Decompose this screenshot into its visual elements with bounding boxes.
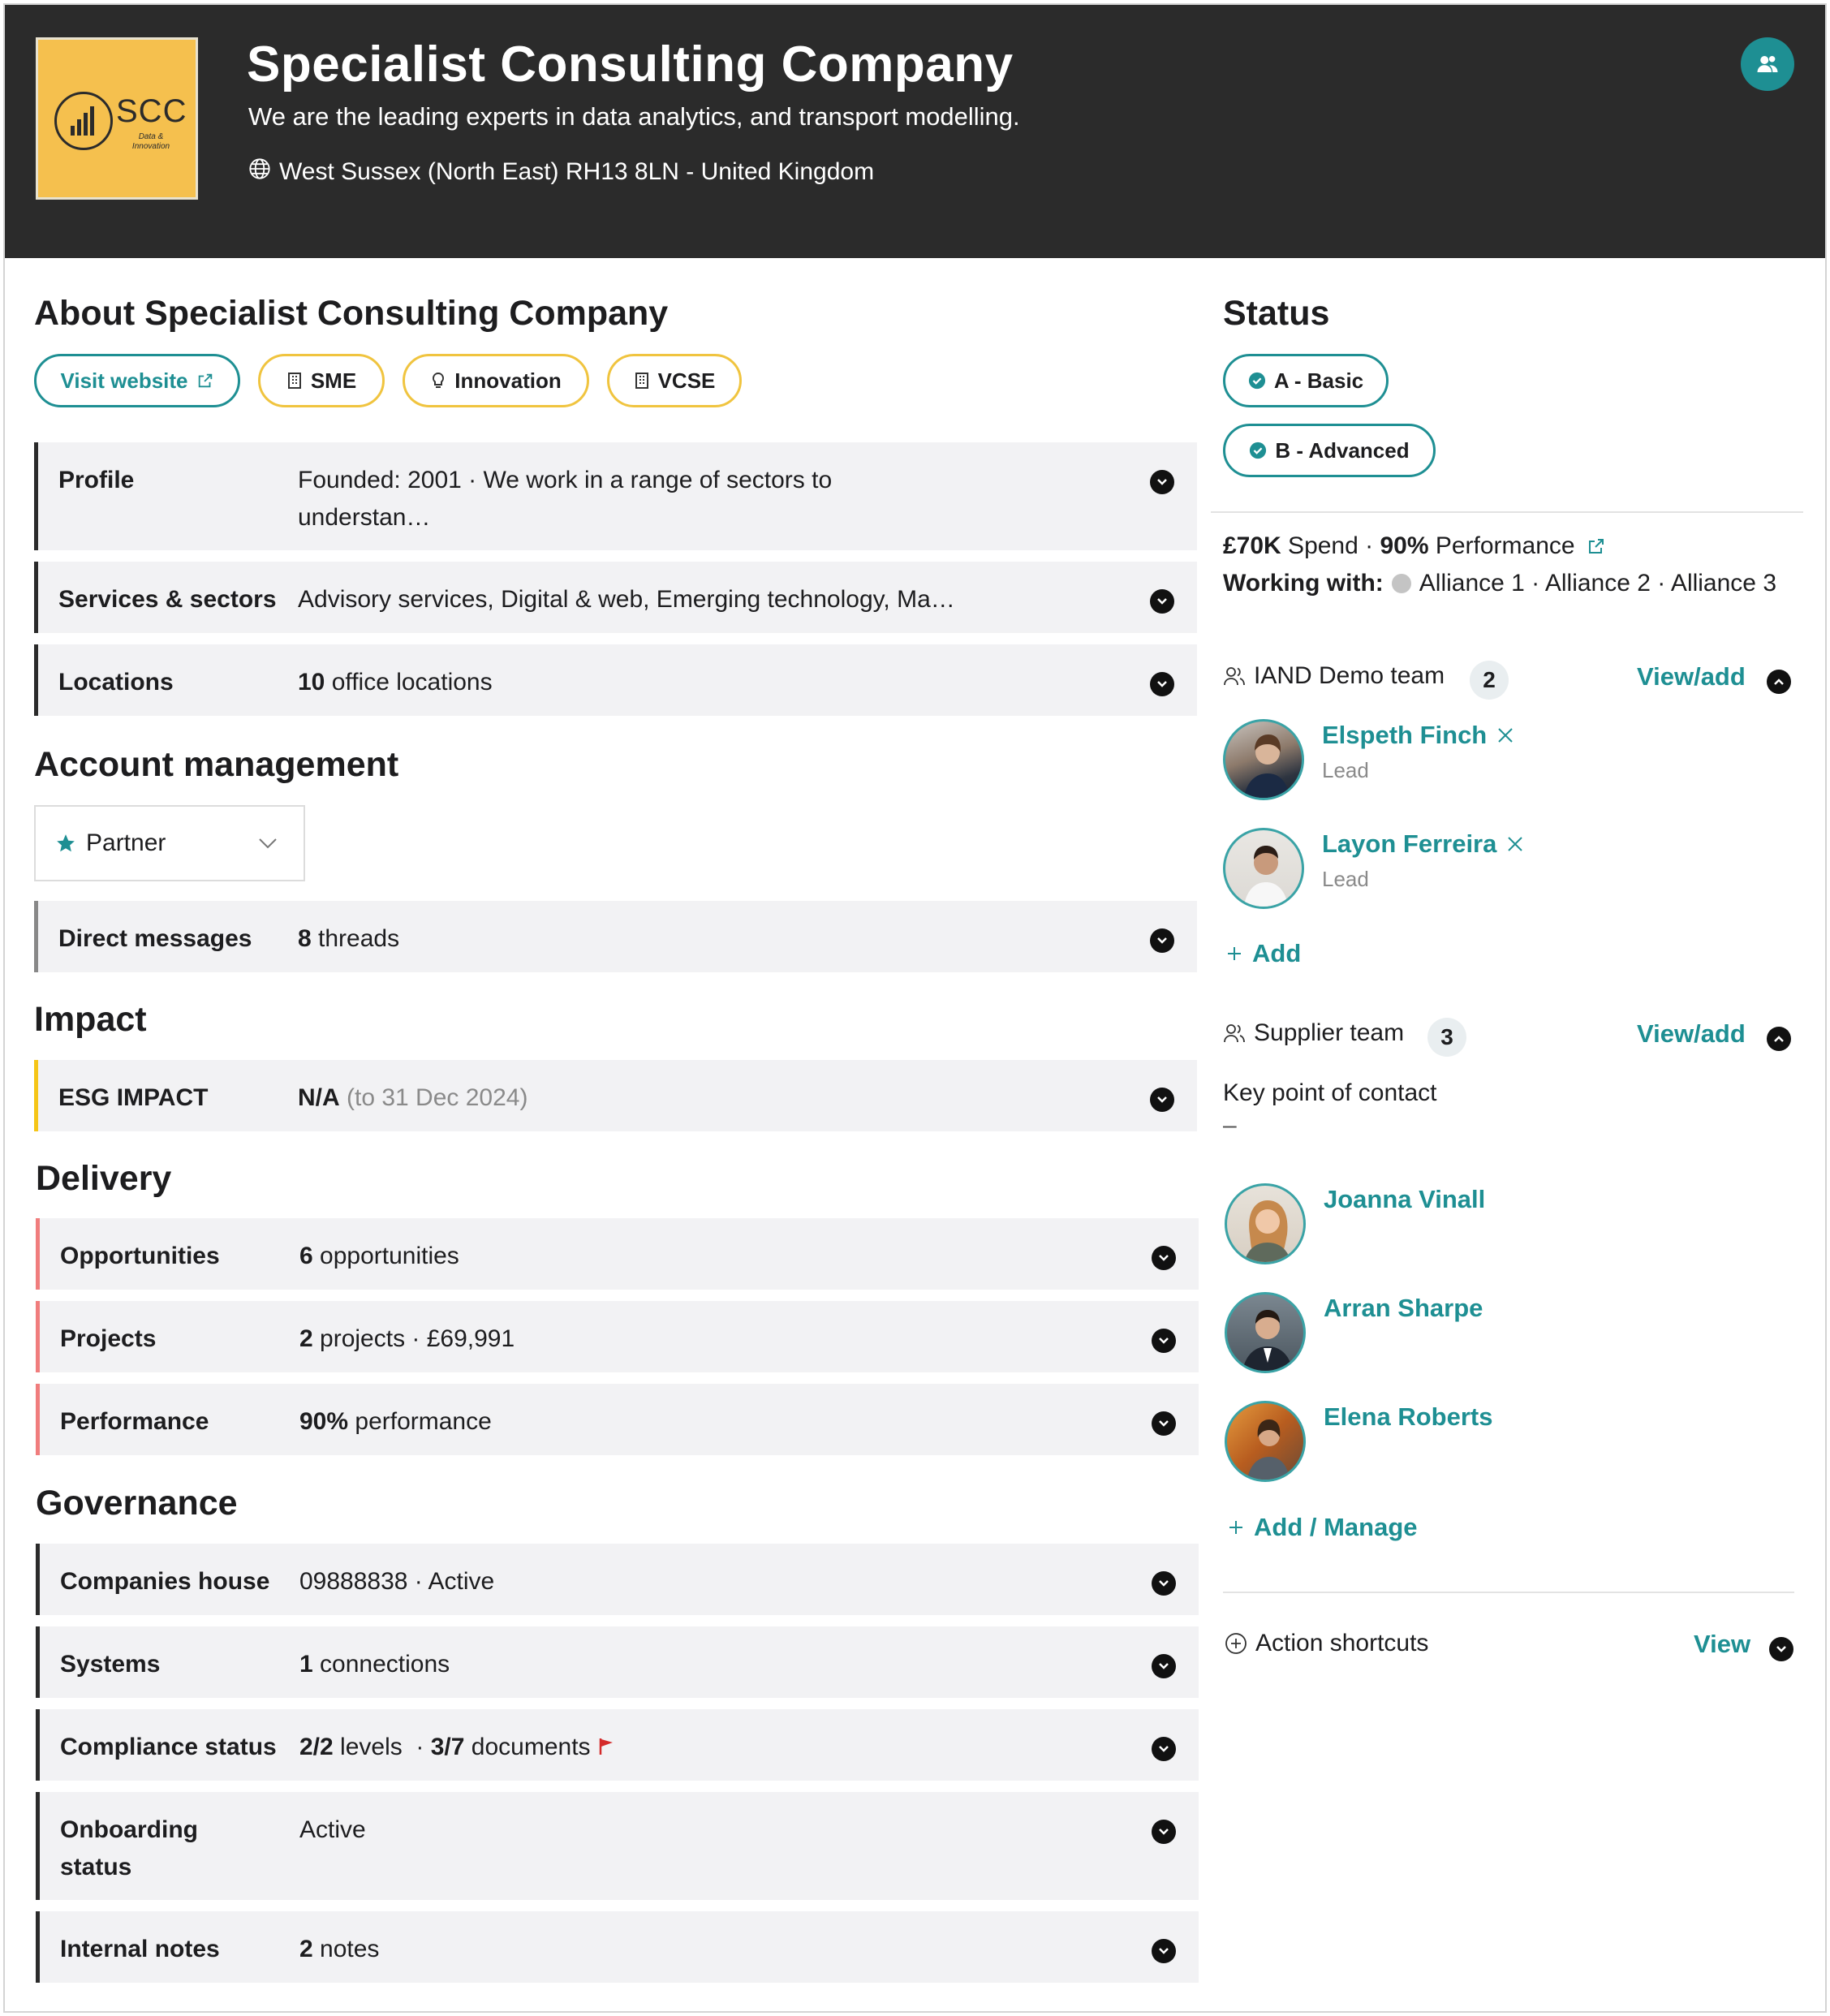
- chevron-down-icon[interactable]: [1150, 470, 1174, 494]
- chevron-up-icon[interactable]: [1767, 1027, 1791, 1051]
- tag-sme[interactable]: [258, 354, 385, 407]
- star-icon: [55, 833, 76, 854]
- check-circle-icon: [1248, 372, 1266, 390]
- external-link-icon: [1587, 536, 1606, 556]
- chevron-down-icon[interactable]: [1769, 1637, 1793, 1661]
- action-shortcuts-heading: [1225, 1630, 1428, 1657]
- supplier-team-heading: [1223, 1019, 1404, 1047]
- row-opportunities[interactable]: [36, 1218, 1199, 1290]
- company-tagline: We are the leading experts in data analytics, and transport modelling.: [248, 102, 1020, 131]
- flag-icon: [597, 1737, 615, 1756]
- row-label: Companies house: [60, 1568, 270, 1595]
- close-icon: [1496, 726, 1514, 744]
- action-shortcuts-title: Action shortcuts: [1255, 1630, 1429, 1656]
- row-label: Profile: [58, 467, 135, 493]
- row-value: 2/2 levels · 3/7 documents: [299, 1729, 1111, 1766]
- close-icon: [1506, 835, 1524, 853]
- logo-abbr: SCC: [116, 93, 187, 129]
- status-level-a-label: A - Basic: [1273, 368, 1364, 393]
- logo-tagline: Data & Innovation: [131, 132, 170, 151]
- demo-team-add-button[interactable]: Add: [1226, 939, 1301, 968]
- avatar[interactable]: [1225, 1292, 1306, 1373]
- key-contact-value: –: [1223, 1112, 1237, 1139]
- chevron-down-icon[interactable]: [1152, 1571, 1176, 1596]
- account-tier-dropdown[interactable]: [34, 805, 305, 881]
- plus-icon: [1226, 946, 1242, 962]
- row-direct-messages[interactable]: [34, 901, 1197, 972]
- working-with-label: Working with:: [1223, 570, 1384, 597]
- row-onboarding-status[interactable]: [36, 1792, 1199, 1900]
- row-value: 90% performance: [299, 1408, 492, 1435]
- row-value: Founded: 2001 · We work in a range of sectors to understan…: [298, 467, 833, 531]
- tag-innovation-label: Innovation: [454, 368, 562, 393]
- chevron-down-icon[interactable]: [1152, 1820, 1176, 1844]
- tag-innovation[interactable]: [403, 354, 589, 407]
- row-internal-notes[interactable]: [36, 1911, 1199, 1983]
- chevron-down-icon[interactable]: [1150, 672, 1174, 696]
- tag-vcse-label: VCSE: [657, 368, 716, 393]
- status-level-a[interactable]: [1223, 354, 1389, 407]
- chevron-down-icon[interactable]: [1152, 1411, 1176, 1436]
- row-systems[interactable]: [36, 1626, 1199, 1698]
- impact-title: Impact: [34, 1000, 147, 1039]
- chevron-down-icon[interactable]: [1150, 589, 1174, 614]
- location-text: West Sussex (North East) RH13 8LN - United Kingdom: [279, 158, 875, 185]
- avatar[interactable]: [1225, 1401, 1306, 1482]
- users-icon: [1755, 52, 1780, 76]
- row-label: Internal notes: [60, 1936, 220, 1962]
- row-label: Performance: [60, 1408, 209, 1435]
- row-label: Projects: [60, 1325, 157, 1352]
- row-value: 10 office locations: [298, 669, 493, 696]
- row-profile[interactable]: [34, 442, 1197, 550]
- team-member-role: Lead: [1322, 867, 1369, 891]
- row-label: Compliance status: [60, 1734, 277, 1760]
- demo-team-title: IAND Demo team: [1254, 662, 1445, 689]
- divider: [1211, 511, 1803, 513]
- spend-performance: £70K Spend · 90% Performance: [1223, 532, 1606, 560]
- row-esg-impact[interactable]: [34, 1060, 1197, 1131]
- chevron-down-icon[interactable]: [1152, 1654, 1176, 1678]
- demo-team-heading: [1223, 662, 1445, 690]
- team-member-name[interactable]: Elspeth Finch: [1322, 721, 1514, 750]
- row-value: N/A (to 31 Dec 2024): [298, 1084, 528, 1111]
- check-circle-icon: [1249, 442, 1267, 459]
- row-value: 2 projects · £69,991: [299, 1325, 515, 1352]
- row-label: Opportunities: [60, 1243, 220, 1269]
- visit-website-button[interactable]: [34, 354, 240, 407]
- supplier-team-count: 3: [1427, 1018, 1466, 1057]
- supplier-team-view-add-link[interactable]: View/add: [1637, 1019, 1746, 1048]
- lightbulb-icon: [430, 371, 446, 390]
- row-value: Advisory services, Digital & web, Emerging technology, Ma…: [298, 586, 955, 613]
- supplier-member-name[interactable]: Arran Sharpe: [1324, 1294, 1483, 1322]
- row-value: 2 notes: [299, 1936, 380, 1962]
- key-contact-label: Key point of contact: [1223, 1079, 1437, 1106]
- company-location: [248, 157, 874, 187]
- chevron-down-icon: [258, 838, 278, 849]
- row-label: Direct messages: [58, 925, 252, 952]
- supplier-member-name[interactable]: Joanna Vinall: [1324, 1185, 1486, 1213]
- dropdown-value: Partner: [86, 829, 166, 856]
- working-with-value: Alliance 1 · Alliance 2 · Alliance 3: [1419, 570, 1777, 597]
- status-title: Status: [1223, 294, 1330, 333]
- user-menu-button[interactable]: [1741, 37, 1794, 91]
- company-logo: [36, 37, 198, 200]
- row-locations[interactable]: [34, 644, 1197, 716]
- chevron-up-icon[interactable]: [1767, 670, 1791, 694]
- supplier-team-add-manage-button[interactable]: Add / Manage: [1228, 1513, 1418, 1542]
- about-title: About Specialist Consulting Company: [34, 294, 669, 333]
- working-with: [1223, 570, 1776, 597]
- supplier-team-title: Supplier team: [1254, 1019, 1405, 1046]
- action-shortcuts-view-link[interactable]: View: [1694, 1630, 1751, 1658]
- demo-team-view-add-link[interactable]: View/add: [1637, 662, 1746, 691]
- chevron-down-icon[interactable]: [1150, 1088, 1174, 1112]
- row-label: Systems: [60, 1651, 161, 1678]
- governance-title: Governance: [36, 1484, 238, 1523]
- row-value: 1 connections: [299, 1651, 450, 1678]
- row-compliance-status[interactable]: [36, 1709, 1199, 1781]
- row-label: Locations: [58, 669, 174, 696]
- row-label: ESG IMPACT: [58, 1084, 209, 1111]
- avatar[interactable]: [1223, 719, 1304, 800]
- visit-website-label: Visit website: [60, 368, 188, 393]
- company-header: [5, 5, 1825, 258]
- status-level-b-label: B - Advanced: [1275, 437, 1410, 463]
- delivery-title: Delivery: [36, 1159, 172, 1198]
- row-value: 8 threads: [298, 925, 400, 952]
- external-link-icon: [196, 372, 214, 390]
- team-member-name[interactable]: Layon Ferreira: [1322, 829, 1524, 859]
- account-management-title: Account management: [34, 745, 399, 784]
- row-value: Active: [299, 1816, 366, 1843]
- row-services-sectors[interactable]: [34, 562, 1197, 633]
- info-icon: [1392, 574, 1411, 593]
- users-icon: [1223, 1023, 1246, 1044]
- plus-circle-icon: [1225, 1632, 1247, 1655]
- chevron-down-icon[interactable]: [1152, 1737, 1176, 1761]
- team-member-role: Lead: [1322, 758, 1369, 782]
- row-label: Services & sectors: [58, 586, 277, 613]
- row-companies-house[interactable]: [36, 1544, 1199, 1615]
- chevron-down-icon[interactable]: [1152, 1939, 1176, 1963]
- divider: [1223, 1592, 1794, 1593]
- chevron-down-icon[interactable]: [1152, 1329, 1176, 1353]
- row-value: 09888838 · Active: [299, 1568, 495, 1595]
- row-projects[interactable]: [36, 1301, 1199, 1372]
- row-label: Onboarding status: [60, 1816, 198, 1880]
- status-level-b[interactable]: [1223, 424, 1436, 477]
- company-name: Specialist Consulting Company: [247, 37, 1014, 93]
- plus-icon: [1228, 1519, 1244, 1536]
- row-value: 6 opportunities: [299, 1243, 459, 1269]
- building-icon: [286, 372, 303, 390]
- avatar[interactable]: [1225, 1183, 1306, 1264]
- tag-vcse[interactable]: [607, 354, 742, 407]
- chevron-down-icon[interactable]: [1152, 1246, 1176, 1270]
- tag-sme-label: SME: [310, 368, 357, 393]
- chevron-down-icon[interactable]: [1150, 928, 1174, 953]
- users-icon: [1223, 666, 1246, 687]
- building-icon: [634, 372, 650, 390]
- supplier-member-name[interactable]: Elena Roberts: [1324, 1402, 1493, 1431]
- globe-icon: [248, 157, 271, 187]
- row-performance[interactable]: [36, 1384, 1199, 1455]
- demo-team-count: 2: [1470, 661, 1509, 700]
- avatar[interactable]: [1223, 828, 1304, 909]
